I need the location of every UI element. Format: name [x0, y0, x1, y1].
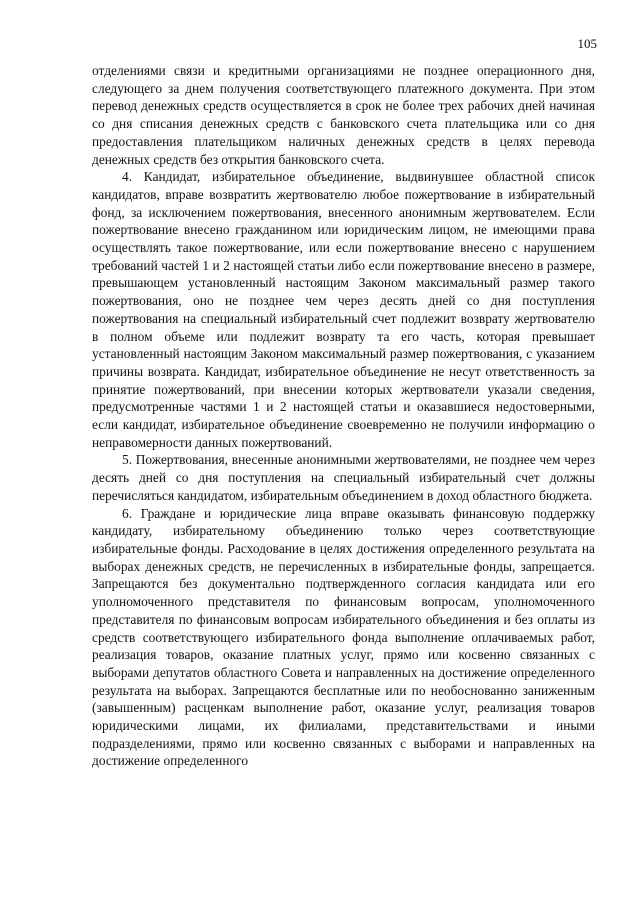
paragraph-4: 4. Кандидат, избирательное объединение, выдвинувшее областной список кандидатов, вправе возвратить жертвователю любое пожертвование в избирательный фонд, за исключением пожертвования, внесенного анонимным жертвователем. Если пожертвование внесено гражданином или юридическим лицом, не имеющими права осуществлять такое пожертвование, или если пожертвование внесено с нарушением требований частей 1 и 2 настоящей статьи либо если пожертвование внесено в размере, превышающем установленный настоящим Законом максимальный размер такого пожертвования, оно не позднее чем через десять дней со дня поступления пожертвования на специальный избирательный счет подлежит возврату жертвователю в полном объеме или подлежит возврату та его часть, которая превышает установленный настоящим Законом максимальный размер пожертвования, с указанием причины возврата. Кандидат, избирательное объединение не несут ответственность за принятие пожертвований, при внесении которых жертвователи указали сведения, предусмотренные частями 1 и 2 настоящей статьи и оказавшиеся недостоверными, если кандидат, избирательное объединение своевременно не получили информацию о неправомерности данных пожертвований. — [92, 169, 595, 450]
paragraph-5: 5. Пожертвования, внесенные анонимными жертвователями, не позднее чем через десять дней со дня поступления на специальный избирательный счет должны перечисляться кандидатом, избирательным объединением в доход областного бюджета. — [92, 452, 595, 503]
document-body — [92, 62, 595, 770]
paragraph-6: 6. Граждане и юридические лица вправе оказывать финансовую поддержку кандидату, избирательному объединению только через соответствующие избирательные фонды. Расходование в целях достижения определенного результата на выборах денежных средств, не перечисленных в избирательные фонды, запрещается. Запрещаются без документально подтвержденного согласия кандидата или его уполномоченного представителя по финансовым вопросам, уполномоченного представителя по финансовым вопросам избирательного объединения и без оплаты из средств соответствующего избирательного фонда выполнение оплачиваемых работ, реализация товаров, оказание платных услуг, прямо или косвенно связанных с выборами депутатов областного Совета и направленных на достижение определенного результата на выборах. Запрещаются бесплатные или по необоснованно заниженным (завышенным) расценкам выполнение работ, оказание услуг, реализация товаров юридическими лицами, их филиалами, представительствами и иными подразделениями, прямо или косвенно связанных с выборами и направленных на достижение определенного — [92, 505, 595, 769]
paragraph-continuation: отделениями связи и кредитными организациями не позднее операционного дня, следующего за днем получения соответствующего платежного документа. При этом перевод денежных средств осуществляется в срок не более трех рабочих дней начиная со дня списания денежных средств с банковского счета плательщика или со дня предоставления плательщиком наличных денежных средств в целях перевода денежных средств без открытия банковского счета. — [92, 63, 595, 167]
page-number: 105 — [577, 36, 597, 51]
